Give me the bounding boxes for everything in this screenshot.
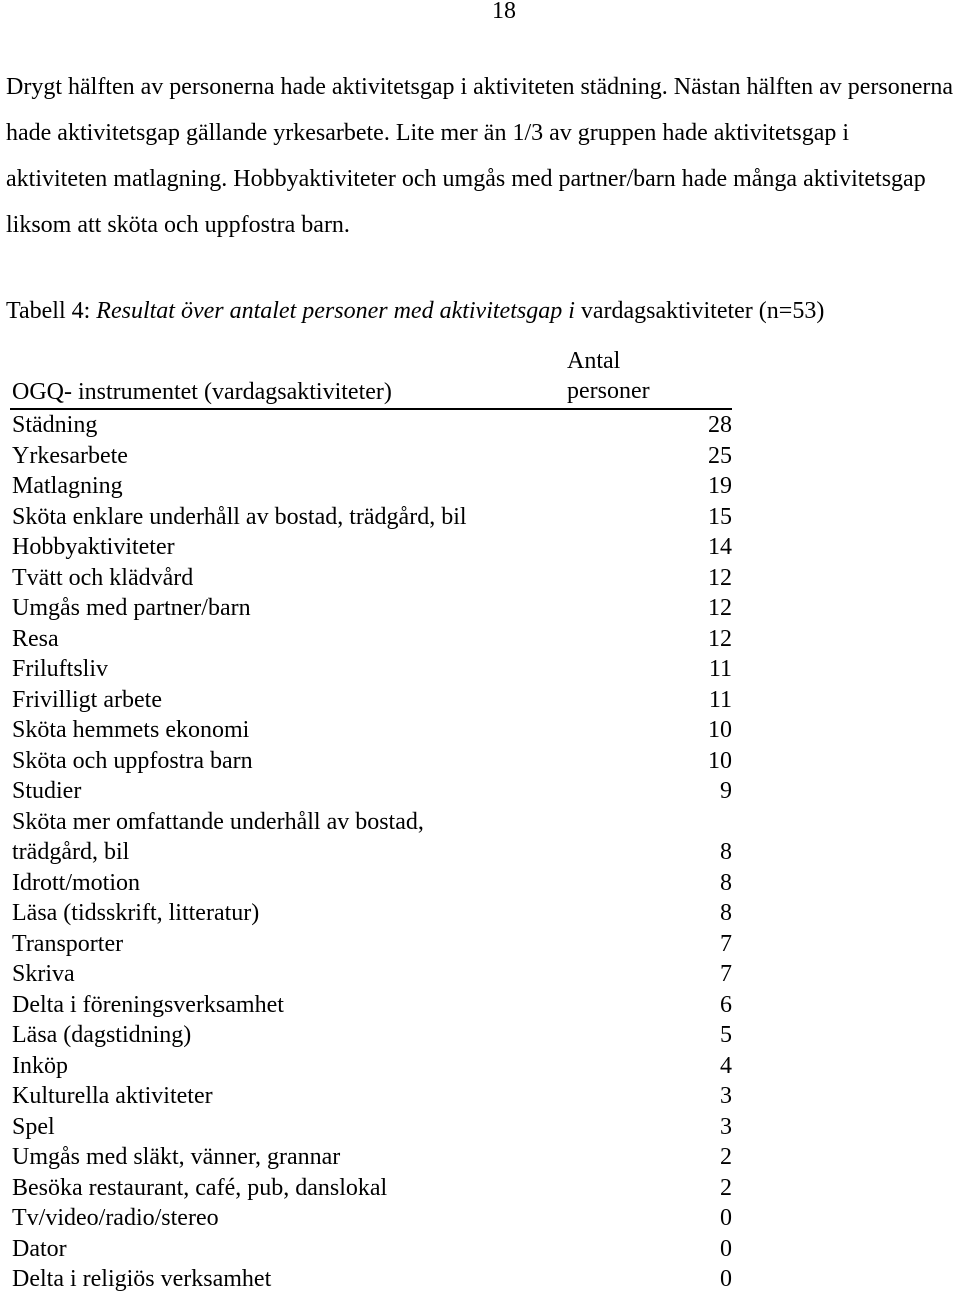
table-row — [10, 502, 732, 533]
table-body — [10, 410, 732, 1295]
activity-name: Frivilligt arbete — [12, 686, 162, 713]
table-row — [10, 1203, 732, 1234]
table-row — [10, 990, 732, 1021]
activity-count: 0 — [720, 1205, 732, 1231]
activity-name: Studier — [12, 778, 82, 804]
activity-name: Delta i religiös verksamhet — [12, 1266, 272, 1292]
activity-count: 11 — [708, 686, 732, 713]
table-row — [10, 1234, 732, 1265]
table-row — [10, 746, 732, 777]
activity-count: 8 — [720, 839, 732, 865]
activity-count: 8 — [720, 900, 732, 926]
activity-name: Dator — [12, 1235, 67, 1262]
activity-count: 7 — [720, 961, 732, 987]
activity-name: Yrkesarbete — [12, 442, 128, 469]
table-row — [10, 624, 732, 655]
table-row — [10, 715, 732, 746]
activity-name: Resa — [12, 625, 59, 652]
activity-count: 12 — [708, 625, 732, 652]
activity-name: Läsa (tidsskrift, litteratur) — [12, 900, 260, 926]
table-row — [10, 654, 732, 685]
table-row — [10, 837, 732, 868]
activity-name: trädgård, bil — [12, 839, 130, 865]
table-row — [10, 441, 732, 472]
activity-name: Städning — [12, 412, 98, 438]
activity-count: 0 — [720, 1235, 732, 1262]
table-row — [10, 959, 732, 990]
activity-name: Sköta enklare underhåll av bostad, trädgård, bil — [12, 503, 467, 530]
activity-name: Umgås med släkt, vänner, grannar — [12, 1144, 341, 1170]
activity-count: 14 — [708, 534, 732, 560]
activity-count: 6 — [720, 991, 732, 1018]
table-caption — [6, 298, 824, 325]
activity-name: Idrott/motion — [12, 869, 140, 896]
caption-prefix: Tabell 4: — [6, 298, 97, 324]
activity-count: 7 — [720, 930, 732, 957]
activity-count: 10 — [708, 717, 732, 743]
table-row — [10, 1020, 732, 1051]
activity-count: 12 — [708, 564, 732, 591]
table-row — [10, 685, 732, 716]
activity-count: 11 — [708, 656, 732, 682]
activity-count: 3 — [720, 1083, 732, 1109]
activity-count: 4 — [720, 1052, 732, 1079]
activity-count: 25 — [708, 442, 732, 469]
table-row — [10, 1264, 732, 1295]
activity-count: 9 — [720, 778, 732, 804]
activity-count: 0 — [720, 1266, 732, 1292]
table-row — [10, 532, 732, 563]
activity-name: Umgås med partner/barn — [12, 595, 251, 621]
body-paragraph: Drygt hälften av personerna hade aktivitetsgap i aktiviteten städning. Nästan hälften av personerna hade aktivitetsgap gällande yrkesarbete. Lite mer än 1/3 av gruppen hade aktivitetsgap i aktiviteten matlagning. Hobbyaktiviteter och umgås med partner/barn hade många aktivitetsgap liksom att sköta och uppfostra barn. — [6, 74, 954, 238]
activity-count: 8 — [720, 869, 732, 896]
activity-count: 15 — [708, 503, 732, 530]
caption-italic: Resultat över antalet personer med aktivitetsgap i — [96, 298, 575, 324]
activity-count: 2 — [720, 1174, 732, 1201]
table-row — [10, 563, 732, 594]
activity-table — [10, 346, 732, 1295]
table-row — [10, 898, 732, 929]
table-row — [10, 929, 732, 960]
activity-name: Sköta och uppfostra barn — [12, 747, 253, 774]
activity-name: Tv/video/radio/stereo — [12, 1205, 219, 1231]
header-count-line2: personer — [567, 378, 650, 404]
activity-count: 28 — [708, 412, 732, 438]
activity-count: 2 — [720, 1144, 732, 1170]
activity-name: Tvätt och klädvård — [12, 564, 194, 591]
table-row — [10, 471, 732, 502]
table-row — [10, 776, 732, 807]
activity-name: Läsa (dagstidning) — [12, 1022, 192, 1048]
activity-name: Sköta mer omfattande underhåll av bostad, — [12, 808, 424, 835]
table-row — [10, 1112, 732, 1143]
activity-name: Hobbyaktiviteter — [12, 534, 175, 560]
activity-name: Besöka restaurant, café, pub, danslokal — [12, 1174, 388, 1201]
activity-name: Sköta hemmets ekonomi — [12, 717, 250, 743]
page-number: 18 — [492, 0, 516, 24]
header-count — [567, 346, 650, 406]
activity-name: Matlagning — [12, 473, 123, 499]
table-row — [10, 1173, 732, 1204]
caption-suffix: vardagsaktiviteter (n=53) — [574, 298, 825, 324]
activity-count: 12 — [708, 595, 732, 621]
activity-count: 19 — [708, 473, 732, 499]
activity-name: Friluftsliv — [12, 656, 109, 682]
table-row — [10, 807, 732, 838]
table-row — [10, 410, 732, 441]
activity-name: Kulturella aktiviteter — [12, 1083, 213, 1109]
activity-name: Spel — [12, 1113, 55, 1140]
table-header — [10, 346, 732, 410]
activity-name: Skriva — [12, 961, 75, 987]
table-row — [10, 593, 732, 624]
header-count-line1: Antal — [567, 348, 621, 374]
activity-count: 3 — [720, 1113, 732, 1140]
activity-count: 10 — [708, 747, 732, 774]
table-row — [10, 1142, 732, 1173]
table-row — [10, 868, 732, 899]
activity-count: 5 — [720, 1022, 732, 1048]
activity-name: Delta i föreningsverksamhet — [12, 991, 284, 1018]
activity-name: Transporter — [12, 930, 124, 957]
header-label: OGQ- instrumentet (vardagsaktiviteter) — [12, 379, 392, 405]
table-row — [10, 1051, 732, 1082]
table-row — [10, 1081, 732, 1112]
activity-name: Inköp — [12, 1052, 68, 1079]
